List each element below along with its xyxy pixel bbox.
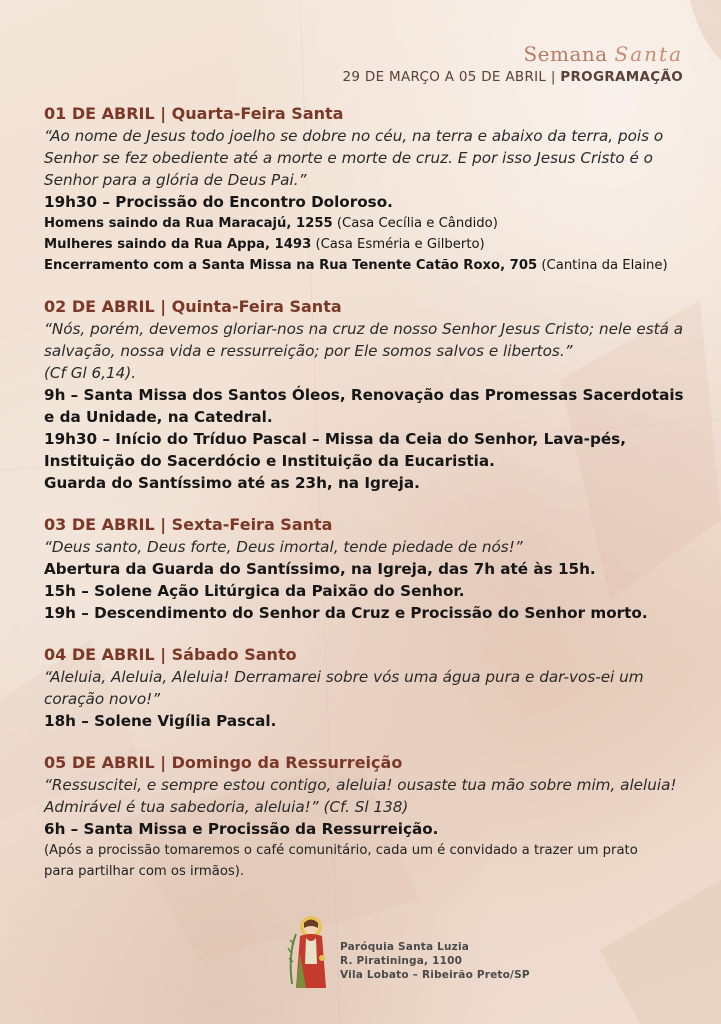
location-line bbox=[44, 213, 684, 234]
header bbox=[343, 42, 683, 85]
parish-city: Vila Lobato – Ribeirão Preto/SP bbox=[340, 969, 530, 981]
saint-luzia-image bbox=[286, 914, 336, 990]
location-detail: (Casa Esméria e Gilberto) bbox=[311, 237, 485, 252]
programacao-label: PROGRAMAÇÃO bbox=[560, 69, 683, 85]
date-range: 29 DE MARÇO A 05 DE ABRIL bbox=[342, 69, 547, 85]
schedule-content bbox=[44, 103, 684, 902]
section-title: 02 DE ABRIL | Quinta-Feira Santa bbox=[44, 297, 342, 316]
event-line: 9h – Santa Missa dos Santos Óleos, Renovação das Promessas Sacerdotais e da Unidade, na Catedral. bbox=[44, 386, 684, 426]
parish-footer bbox=[286, 914, 546, 994]
location-bold: Encerramento com a Santa Missa na Rua Tenente Catão Roxo, 705 bbox=[44, 258, 538, 273]
event-line: 6h – Santa Missa e Procissão da Ressurreição. bbox=[44, 820, 439, 838]
event-line: 18h – Solene Vigília Pascal. bbox=[44, 712, 277, 730]
event-line: 19h30 – Procissão do Encontro Doloroso. bbox=[44, 193, 393, 211]
section-title: 04 DE ABRIL | Sábado Santo bbox=[44, 645, 297, 664]
bible-quote: “Aleluia, Aleluia, Aleluia! Derramarei sobre vós uma água pura e dar-vos-ei um coração novo!” bbox=[44, 668, 644, 708]
section-day-04 bbox=[44, 644, 684, 732]
note-line: (Após a procissão tomaremos o café comunitário, cada um é convidado a trazer um prato bbox=[44, 843, 638, 858]
event-line: 19h – Descendimento do Senhor da Cruz e Procissão do Senhor morto. bbox=[44, 604, 648, 622]
event-line: Abertura da Guarda do Santíssimo, na Igreja, das 7h até às 15h. bbox=[44, 560, 596, 578]
parish-address: R. Piratininga, 1100 bbox=[340, 955, 463, 967]
quote-reference: (Cf Gl 6,14). bbox=[44, 364, 137, 382]
location-line bbox=[44, 255, 684, 276]
location-detail: (Casa Cecília e Cândido) bbox=[332, 216, 498, 231]
brand-word-semana: Semana bbox=[523, 42, 608, 66]
location-bold: Mulheres saindo da Rua Appa, 1493 bbox=[44, 237, 312, 252]
bible-quote: “Deus santo, Deus forte, Deus imortal, tende piedade de nós!” bbox=[44, 538, 523, 556]
note-line: para partilhar com os irmãos). bbox=[44, 864, 245, 879]
location-detail: (Cantina da Elaine) bbox=[537, 258, 668, 273]
section-title: 01 DE ABRIL | Quarta-Feira Santa bbox=[44, 104, 344, 123]
event-line: Guarda do Santíssimo até as 23h, na Igreja. bbox=[44, 474, 420, 492]
community-note bbox=[44, 840, 684, 882]
section-title: 05 DE ABRIL | Domingo da Ressurreição bbox=[44, 753, 403, 772]
section-day-02 bbox=[44, 296, 684, 494]
header-separator: | bbox=[550, 69, 556, 85]
section-day-03 bbox=[44, 514, 684, 624]
section-day-05 bbox=[44, 752, 684, 882]
event-line: 15h – Solene Ação Litúrgica da Paixão do Senhor. bbox=[44, 582, 465, 600]
location-line bbox=[44, 234, 684, 255]
event-line: 19h30 – Início do Tríduo Pascal – Missa da Ceia do Senhor, Lava-pés, Instituição do Sacerdócio e Instituição da Eucaristia. bbox=[44, 430, 626, 470]
bible-quote: “Nós, porém, devemos gloriar-nos na cruz de nosso Senhor Jesus Cristo; nele está a salvação, nossa vida e ressurreição; por Ele somos salvos e libertos.” bbox=[44, 320, 684, 360]
bible-quote: “Ressuscitei, e sempre estou contigo, aleluia! ousaste tua mão sobre mim, aleluia! Admirável é tua sabedoria, aleluia!” (Cf. Sl 138) bbox=[44, 776, 677, 816]
bible-quote: “Ao nome de Jesus todo joelho se dobre no céu, na terra e abaixo da terra, pois o Senhor se fez obediente até a morte e morte de cruz. E por isso Jesus Cristo é o Senhor para a glória de Deus Pai.” bbox=[44, 127, 664, 189]
brand-word-santa: Santa bbox=[614, 42, 683, 66]
brand-title bbox=[343, 42, 683, 66]
section-day-01 bbox=[44, 103, 684, 276]
parish-name: Paróquia Santa Luzia bbox=[340, 941, 470, 953]
section-title: 03 DE ABRIL | Sexta-Feira Santa bbox=[44, 515, 333, 534]
header-subtitle bbox=[343, 69, 683, 85]
parish-info bbox=[340, 940, 530, 982]
location-bold: Homens saindo da Rua Maracajú, 1255 bbox=[44, 216, 333, 231]
